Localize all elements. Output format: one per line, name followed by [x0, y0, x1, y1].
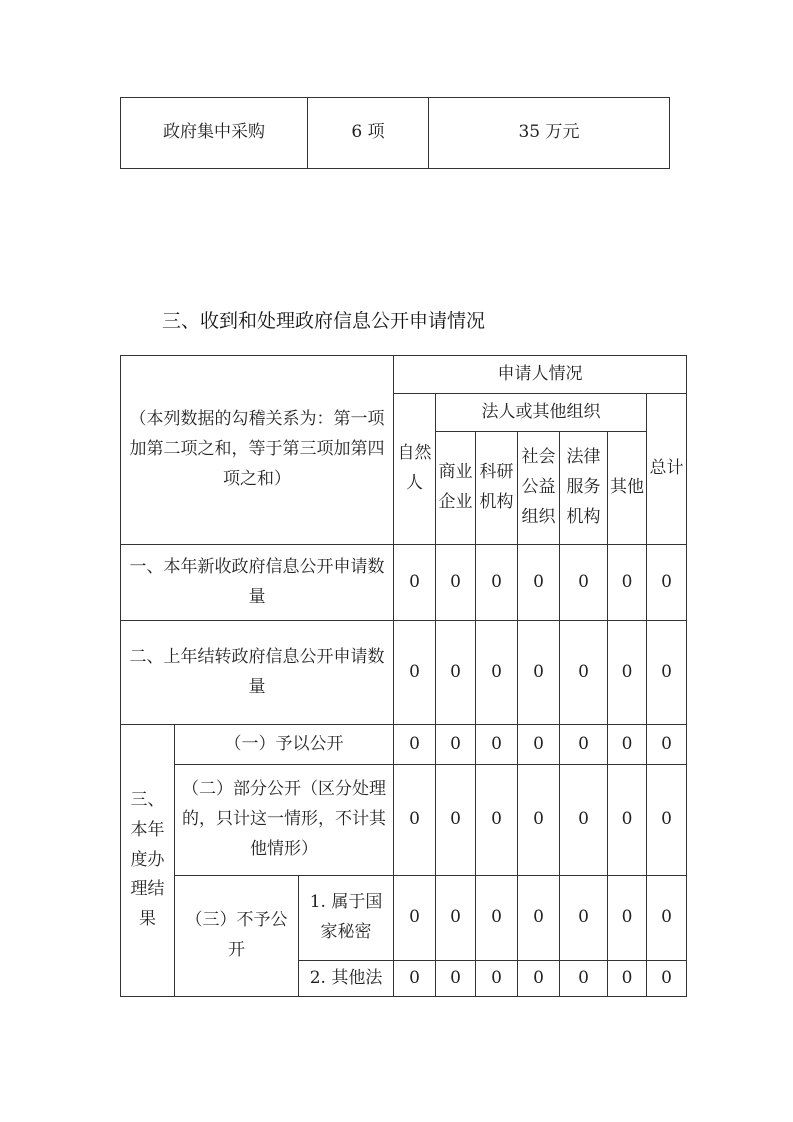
- cell-value: 0: [608, 545, 647, 621]
- header-other: 其他: [608, 432, 647, 545]
- cell-value: 0: [518, 876, 560, 961]
- cell-value: 0: [647, 545, 687, 621]
- cell-value: 0: [436, 621, 476, 725]
- row-label: 1. 属于国家秘密: [299, 876, 394, 961]
- cell-value: 0: [647, 961, 687, 997]
- table-row: [121, 356, 687, 394]
- cell-value: 0: [394, 545, 436, 621]
- cell-value: 0: [560, 725, 608, 765]
- group-label: 三、本年度办理结果: [121, 725, 175, 997]
- table-row: [121, 765, 687, 876]
- cell-value: 0: [647, 621, 687, 725]
- row-label: （二）部分公开（区分处理的，只计这一情形，不计其他情形）: [175, 765, 394, 876]
- cell-value: 0: [436, 545, 476, 621]
- procurement-amount: 35 万元: [429, 98, 670, 169]
- cell-value: 0: [436, 876, 476, 961]
- procurement-type: 政府集中采购: [121, 98, 308, 169]
- sub-group-label: （三）不予公开: [175, 876, 299, 997]
- cell-value: 0: [608, 876, 647, 961]
- cell-value: 0: [560, 545, 608, 621]
- row-label: 2. 其他法: [299, 961, 394, 997]
- procurement-table: [120, 97, 670, 169]
- header-legal-service: 法律服务机构: [560, 432, 608, 545]
- procurement-count: 6 项: [308, 98, 429, 169]
- cell-value: 0: [647, 876, 687, 961]
- cell-value: 0: [394, 725, 436, 765]
- table-row: [121, 725, 687, 765]
- cell-value: 0: [476, 961, 518, 997]
- cell-value: 0: [518, 725, 560, 765]
- foia-request-table: [120, 355, 687, 997]
- row-label: 二、上年结转政府信息公开申请数量: [121, 621, 394, 725]
- cell-value: 0: [560, 876, 608, 961]
- header-applicant: 申请人情况: [394, 356, 687, 394]
- cell-value: 0: [436, 961, 476, 997]
- header-commercial: 商业企业: [436, 432, 476, 545]
- cell-value: 0: [476, 876, 518, 961]
- cell-value: 0: [476, 765, 518, 876]
- cell-value: 0: [476, 545, 518, 621]
- table-row: [121, 545, 687, 621]
- cell-value: 0: [608, 725, 647, 765]
- cell-value: 0: [518, 545, 560, 621]
- table-row: [121, 98, 670, 169]
- cell-value: 0: [608, 621, 647, 725]
- header-social: 社会公益组织: [518, 432, 560, 545]
- header-research: 科研机构: [476, 432, 518, 545]
- cell-value: 0: [518, 765, 560, 876]
- row-label: 一、本年新收政府信息公开申请数量: [121, 545, 394, 621]
- table-note: （本列数据的勾稽关系为：第一项加第二项之和，等于第三项加第四项之和）: [121, 356, 394, 545]
- table-row: [121, 621, 687, 725]
- cell-value: 0: [560, 621, 608, 725]
- cell-value: 0: [608, 961, 647, 997]
- cell-value: 0: [394, 621, 436, 725]
- header-legal-group: 法人或其他组织: [436, 394, 647, 432]
- row-label: （一）予以公开: [175, 725, 394, 765]
- cell-value: 0: [647, 725, 687, 765]
- header-total: 总计: [647, 394, 687, 545]
- cell-value: 0: [394, 961, 436, 997]
- table-row: [121, 876, 687, 961]
- header-natural-person: 自然人: [394, 394, 436, 545]
- cell-value: 0: [476, 725, 518, 765]
- cell-value: 0: [394, 876, 436, 961]
- cell-value: 0: [560, 765, 608, 876]
- cell-value: 0: [436, 765, 476, 876]
- section-heading: 三、收到和处理政府信息公开申请情况: [162, 310, 486, 332]
- cell-value: 0: [436, 725, 476, 765]
- cell-value: 0: [518, 961, 560, 997]
- cell-value: 0: [518, 621, 560, 725]
- cell-value: 0: [476, 621, 518, 725]
- cell-value: 0: [647, 765, 687, 876]
- cell-value: 0: [608, 765, 647, 876]
- cell-value: 0: [560, 961, 608, 997]
- cell-value: 0: [394, 765, 436, 876]
